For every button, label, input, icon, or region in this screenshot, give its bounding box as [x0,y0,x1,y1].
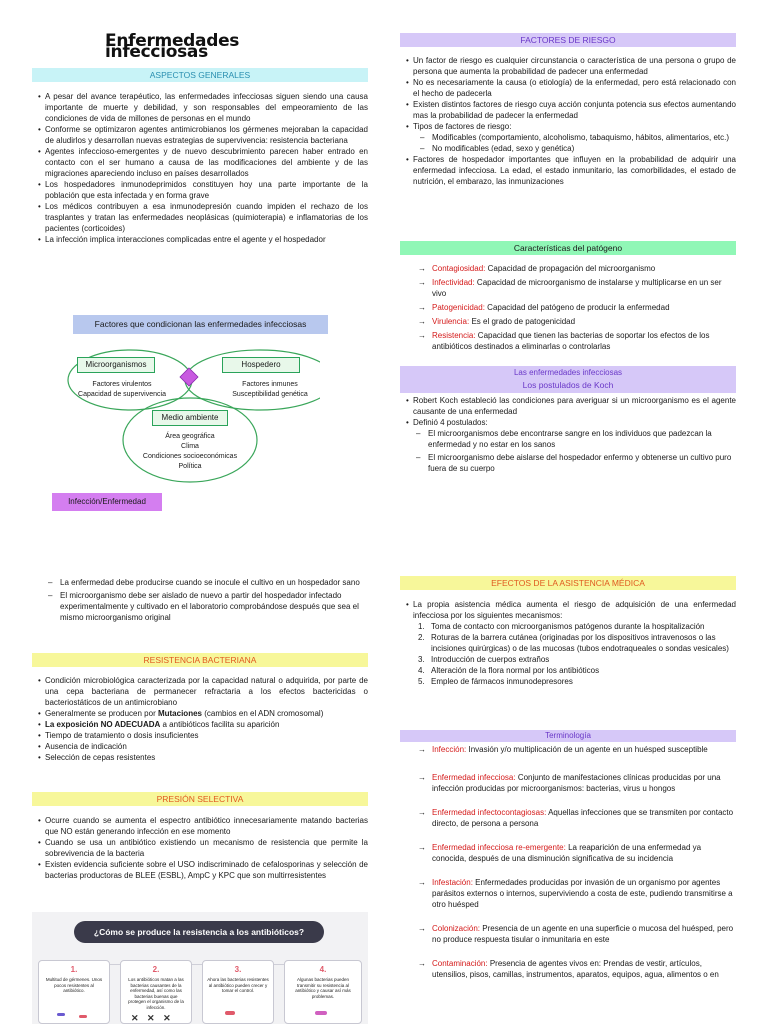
list-item: 1. Toma de contacto con microorganismos patógenos durante la hospitalización [418,622,705,631]
list-item: • La propia asistencia médica aumenta el riesgo de adquisición de una enfermedad infecciosa por los siguientes mecanismos: [406,599,736,621]
list-item: → Patogenicidad: Capacidad del patógeno de producir la enfermedad [400,302,736,313]
sub-item: – La enfermedad debe producirse cuando se inocule el cultivo en un hospedador sano [48,577,378,588]
diagram-title: Factores que condicionan las enfermedades infecciosas [73,315,328,334]
sub-item: – No modificables (edad, sexo y genética) [420,143,736,154]
list-item: • Generalmente se producen por Mutaciones (cambios en el ADN cromosomal) [38,708,368,719]
micro-label: Microorganismos [77,357,155,373]
list-item: → Infestación: Enfermedades producidas por invasión de un organismo por agentes parásitos externos o internos, superviviendo a costa de este, pudiendo transmitirse a otro huésped [400,877,736,910]
list-item: • Tiempo de tratamiento o dosis insuficientes [38,730,368,741]
efectos-section [406,599,736,687]
patogeno-list [400,263,736,355]
list-item: • La infección implica interacciones complicadas entre el agente y el hospedador [38,234,368,245]
list-item: 3. Introducción de cuerpos extraños [418,655,550,664]
hospedero-label: Hospedero [222,357,300,373]
infographic-step-2: 2. Los antibióticos matan a las bacterias causantes de la enfermedad, así como las bacterias buenas que protegen el organismo de la infección. ✕ ✕ ✕ [120,960,192,1024]
factores-riesgo-section [406,55,736,187]
list-item: • Los médicos contribuyen a esa inmunodepresión cuando impiden el rechazo de los trasplantes y tratan las enfermedades neoplásicas (quimioterapia) e inflamatorias de los pacientes (corticoides) [38,201,368,234]
medio-text-3: Condiciones socioeconómicas [142,453,238,460]
list-item: • Agentes infeccioso-emergentes y de nuevo descubrimiento parecen haber entrado en contacto con el ser humano a causa de las modificaciones del ambiente y de las migraciones apareciendo incluso en países desarrollados [38,146,368,179]
list-item: → Enfermedad infecciosa re-emergente: La reaparición de una enfermedad ya conocida, después de una disminución significativa de su incidencia [400,842,736,864]
list-item: • Existen evidencia suficiente sobre el USO indiscriminado de cefalosporinas y selección de bacterias productoras de BLEE (ESBL), AmpC y KPC que son multirresistentes [38,859,368,881]
aspectos-list [38,91,368,245]
factores-riesgo-header: FACTORES DE RIESGO [400,33,736,47]
killed-bacteria-icon: ✕ ✕ ✕ [131,1013,174,1023]
list-item: 5. Empleo de fármacos inmunodepresores [418,677,573,686]
list-item: • Ausencia de indicación [38,741,368,752]
micro-text-1: Factores virulentos [92,381,152,388]
list-item: 2. Roturas de la barrera cutánea (originadas por los dispositivos intravenosos o las incisiones quirúrgicas) o de las mucosas (tubos endotraqueales o sondas vesicales) [418,633,729,653]
list-item: → Enfermedad infectocontagiosas: Aquellas infecciones que se transmiten por contacto directo, de persona a persona [400,807,736,829]
bacteria-icon [79,1015,87,1018]
sub-item: – El microorganismo debe aislarse del hospedador enfermo y obtenerse un cultivo puro fuera de su cuerpo [416,452,736,474]
list-item: → Contagiosidad: Capacidad de propagación del microorganismo [400,263,736,274]
list-item: → Infectividad: Capacidad de microorganismo de instalarse y multiplicarse en un ser vivo [400,277,736,299]
patogeno-header: Características del patógeno [400,241,736,255]
bacteria-icon [225,1011,235,1015]
resistance-infographic [32,912,368,1024]
page-title: Enfermedades infecciosas [105,31,240,62]
bacteria-icon [57,1013,65,1016]
infographic-step-3: 3. Ahora las bacterias resistentes al antibiótico pueden crecer y tomar el control. [202,960,274,1024]
infographic-step-4: 4. Algunas bacterias pueden transmitir su resistencia al antibiótico y causar así más problemas. [284,960,362,1024]
list-item: • Robert Koch estableció las condiciones para averiguar si un microorganismo es el agente causante de una enfermedad [406,395,736,417]
resistencia-header: RESISTENCIA BACTERIANA [32,653,368,667]
koch-section [406,395,736,474]
efectos-header: EFECTOS DE LA ASISTENCIA MÉDICA [400,576,736,590]
list-item: 4. Alteración de la flora normal por los antibióticos [418,666,600,675]
infographic-step-1: 1. Multitud de gérmenes. Unos pocos resistentes al antibiótico. [38,960,110,1024]
medio-label: Medio ambiente [152,410,228,426]
center-diamond-icon [180,368,198,386]
list-item: • Existen distintos factores de riesgo cuya acción conjunta potencia sus efectos aumentando mas la probabilidad de padecer la enfermedad [406,99,736,121]
hosp-text-1: Factores inmunes [242,381,298,388]
infographic-title: ¿Cómo se produce la resistencia a los antibióticos? [74,921,324,943]
list-item: • A pesar del avance terapéutico, las enfermedades infecciosas siguen siendo una causa importante de muerte y debilidad, y son responsables del empeoramiento de las condiciones de vida de millones de personas en el mundo [38,91,368,124]
koch-header [400,366,736,393]
terminologia-header: Terminología [400,730,736,742]
hosp-text-2: Susceptibilidad genética [232,391,308,398]
koch-continued [48,577,378,623]
list-item: • Factores de hospedador importantes que influyen en la probabilidad de adquirir una enfermedad infecciosa. La edad, el estado inmunitario, las comorbilidades, el estado de nutrición, el embarazo, las inmunizaciones [406,154,736,187]
sub-item: – El microorganismo debe ser aislado de nuevo a partir del hospedador infectado experimentalmente y cultivado en el laboratorio comprobándose después que sea el mismo microorganismo original [48,590,378,623]
list-item: • Definió 4 postulados: [406,417,736,428]
medio-text-4: Política [178,463,202,470]
medio-text-2: Clima [181,443,199,450]
medio-text-1: Área geográfica [165,433,215,440]
list-item: → Enfermedad infecciosa: Conjunto de manifestaciones clínicas producidas por una infección producidas por microorganismos: bacterias, virus u hongos [400,772,736,794]
list-item: • No es necesariamente la causa (o etiología) de la enfermedad, pero está relacionado con el hecho de padecerla [406,77,736,99]
list-item: → Infección: Invasión y/o multiplicación de un agente en un huésped susceptible [400,744,736,755]
list-item: • Cuando se usa un antibiótico existiendo un mecanismo de resistencia que permite la sobrevivencia de la bacteria [38,837,368,859]
list-item: • Conforme se optimizaron agentes antimicrobianos los gérmenes mejoraban la capacidad de aludirlos y desarrollan nuevas estrategias de supervivencia: resistencia bacteriana [38,124,368,146]
sub-item: – El microorganismos debe encontrarse sangre en los individuos que padezcan la enfermedad y no estar en los sanos [416,428,736,450]
presion-list [38,815,368,881]
list-item: → Contaminación: Presencia de agentes vivos en: Prendas de vestir, artículos, utensilios, pisos, camillas, instrumentos, aparatos, equipos, agua, alimentos o en [400,958,736,980]
list-item: → Resistencia: Capacidad que tienen las bacterias de soportar los efectos de los antibióticos destinados a eliminarlas o controlarlas [400,330,736,352]
list-item: • Ocurre cuando se aumenta el espectro antibiótico innecesariamente matando bacterias que NO están generando infección en ese momento [38,815,368,837]
aspectos-header: ASPECTOS GENERALES [32,68,368,82]
presion-header: PRESIÓN SELECTIVA [32,792,368,806]
bacteria-icon [315,1011,327,1015]
terminologia-list [400,744,736,983]
list-item: • Selección de cepas resistentes [38,752,368,763]
sub-item: – Modificables (comportamiento, alcoholismo, tabaquismo, hábitos, alimentarios, etc.) [420,132,736,143]
list-item: • Los hospedadores inmunodeprimidos constituyen hoy una parte importante de la población que esta infectada y en forma grave [38,179,368,201]
list-item: → Colonización: Presencia de un agente en una superficie o mucosa del huésped, pero no produce respuesta tisular o inmunitaria en este [400,923,736,945]
resistencia-list [38,675,368,763]
list-item: • Condición microbiológica caracterizada por la capacidad natural o adquirida, por parte de una cepa bacteriana de permanecer refractaria a los efectos bactericidas o bacteriostáticos de un antimicrobiano [38,675,368,708]
koch-header-line-1: Las enfermedades infecciosas [513,368,623,377]
koch-header-line-2: Los postulados de Koch [522,380,614,390]
list-item: → Virulencia: Es el grado de patogenicidad [400,316,736,327]
list-item: • Tipos de factores de riesgo: [406,121,736,132]
list-item: • La exposición NO ADECUADA a antibióticos facilita su aparición [38,719,368,730]
micro-text-2: Capacidad de supervivencia [78,391,166,398]
infeccion-label: Infección/Enfermedad [52,493,162,511]
list-item: • Un factor de riesgo es cualquier circunstancia o característica de una persona o grupo de persona que aumenta la probabilidad de padecer una enfermedad [406,55,736,77]
